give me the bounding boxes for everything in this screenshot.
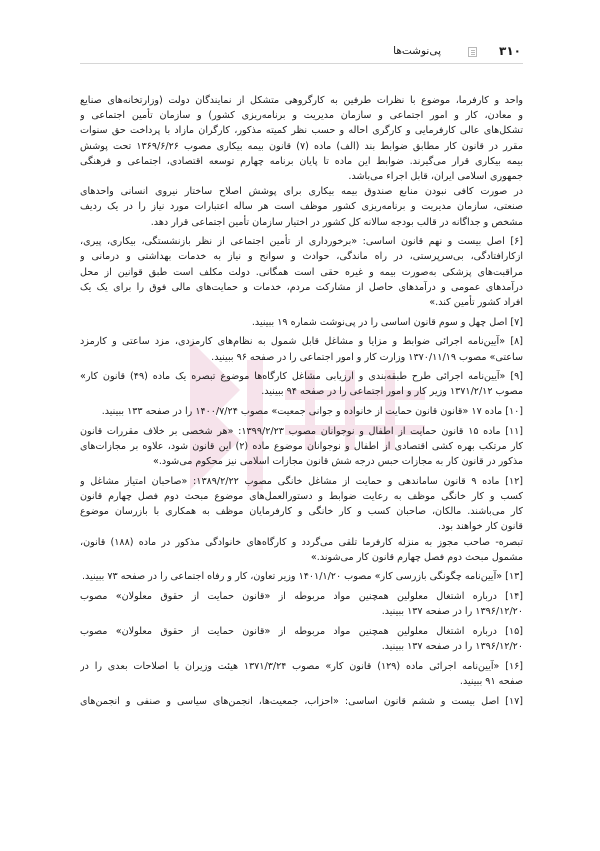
text-line: کسب و کار خانگی موظف به رعایت ضوابط و دستورالعمل‌های موضوع مبحث دوم فصل چهارم قانون xyxy=(80,491,523,502)
text-line: در صورت کافی نبودن منابع صندوق بیمه بیکاری برای پوشش اصلاح ساختار نیروی انسانی واحدهای xyxy=(80,186,523,198)
text-line: [۱۶] «آیین‌نامه اجرائی ماده (۱۲۹) قانون کار» مصوب ۱۳۷۱/۳/۲۴ هیئت وزیران با اصلاحات بعدی را در xyxy=(80,660,523,672)
notes-icon xyxy=(468,47,477,57)
footnote-paragraph xyxy=(80,589,523,619)
footnote-paragraph xyxy=(80,334,523,364)
text-line: درآمدهای عمومی و درآمدهای حاصل از مشارکت مردم، خدمات و حمایت‌های مالی فوق را برای یک یک xyxy=(80,281,523,293)
text-line: [۸] «آیین‌نامه اجرائی ضوابط و مزایا و مشاغل قابل شمول به نظام‌های کارمزدی، مزد ساعتی و کارمزد xyxy=(80,336,523,348)
text-line: [۱۳] «آیین‌نامه چگونگی بازرسی کار» مصوب ۱۴۰۱/۱/۲۰ وزیر تعاون، کار و رفاه اجتماعی را در صفحه ۷۳ ببینید. xyxy=(82,571,523,583)
text-line: تشکل‌های عالی کارفرمایی و کارگری احاله و حسب نظر کمیته مذکور، کارگران مازاد با پرداخت حق سنوات xyxy=(80,125,523,137)
text-line: [۹] «آیین‌نامه اجرائی طرح طبقه‌بندی و ارزیابی مشاغل کارگاه‌ها موضوع تبصره یک ماده (۴۹) قانون کار» xyxy=(80,371,523,383)
text-line: [۶] اصل بیست و نهم قانون اساسی: «برخورداری از تأمین اجتماعی از نظر بازنشستگی، بیکاری، پیری، xyxy=(80,236,523,248)
footnote-paragraph xyxy=(80,93,523,184)
footnote-paragraph xyxy=(80,569,523,584)
text-line: واحد و کارفرما، موضوع با نظرات طرفین به کارگروهی متشکل از نمایندگان دولت (وزارتخانه‌های صنایع xyxy=(80,95,523,106)
text-line: مشخص و جداگانه در قالب بودجه سالانه کل کشور در اختیار سازمان تأمین اجتماعی قرار دهد. xyxy=(150,216,523,228)
text-line: [۷] اصل چهل و سوم قانون اساسی را در پی‌نوشت شماره ۱۹ ببینید. xyxy=(251,316,523,328)
page-header xyxy=(80,44,523,64)
text-line: [۱۴] درباره اشتغال معلولین همچنین مواد مربوطه از «قانون حمایت از حقوق معلولان» مصوب xyxy=(80,591,523,603)
text-line: ۱۳۹۶/۱۲/۲۰ را در صفحه ۱۳۷ ببینید. xyxy=(381,606,523,618)
text-line: ساعتی» مصوب ۱۳۷۰/۱۱/۱۹ وزارت کار و امور اجتماعی را در صفحه ۹۶ ببینید. xyxy=(211,351,523,363)
text-line: افراد کشور تأمین کند.» xyxy=(429,296,523,308)
footnote-paragraph xyxy=(80,234,523,310)
text-line: [۱۲] ماده ۹ قانون ساماندهی و حمایت از مشاغل خانگی مصوب ۱۳۸۹/۲/۲۲: «صاحبان امتیاز مشاغل و xyxy=(80,475,523,487)
text-line: [۱۵] درباره اشتغال معلولین همچنین مواد مربوطه از «قانون حمایت از حقوق معلولان» مصوب xyxy=(80,626,523,637)
text-line: صنعتی، سازمان مدیریت و برنامه‌ریزی کشور موظف است هر ساله اعتبارات مورد نیاز را در یک ردیف xyxy=(80,201,523,213)
text-line: تبصره- صاحب مجوز به منزله کارفرما تلقی می‌گردد و کارگاه‌های خانوادگی مذکور در ماده (۱۸۸) قانون، xyxy=(80,536,523,548)
footnote-paragraph xyxy=(80,369,523,399)
text-line: قانون کار خواهند بود. xyxy=(438,521,523,533)
page-number: ۳۱۰ xyxy=(499,44,521,58)
footnote-paragraph xyxy=(80,184,523,230)
text-line: ازکارافتادگی، بی‌سرپرستی، در راه ماندگی، حوادث و سوانح و نیاز به خدمات بهداشتی و درمانی و xyxy=(80,251,523,263)
section-title: پی‌نوشت‌ها xyxy=(393,45,441,57)
text-line: بیمه بیکاری قرار می‌گیرند. ضوابط این ماده تا پایان برنامه چهارم توسعه اقتصادی، اجتماعی و فرهنگی xyxy=(80,155,523,167)
text-line: کار مرتکب بهره کشی اقتصادی از اطفال و نوجوانان موضوع ماده (۲) این قانون شود، علاوه بر مجازات‌های xyxy=(80,440,523,452)
footnote-paragraph xyxy=(80,624,523,654)
footnote-paragraph xyxy=(80,535,523,565)
text-line: مراقبت‌های پزشکی به‌صورت بیمه و غیره حقی است همگانی. دولت مکلف است طبق قوانین از محل xyxy=(80,266,523,278)
footnote-paragraph xyxy=(80,694,523,709)
text-line: مذکور در قانون کار به مجازات حبس درجه شش قانون مجازات اسلامی نیز محکوم می‌شود.» xyxy=(153,456,523,468)
text-line: مقرر در قانون کار مطابق ضوابط بند (الف) ماده (۷) قانون بیمه بیکاری مصوب ۱۳۶۹/۶/۲۶ تحت پوشش xyxy=(80,140,523,152)
text-line: و معادن، کار و امور اجتماعی و سازمان مدیریت و برنامه‌ریزی کشور) و سازمان تأمین اجتماعی و xyxy=(80,110,523,122)
footnotes-body xyxy=(80,93,523,709)
text-line: [۱۰] ماده ۱۷ «قانون قانون حمایت از خانواده و جوانی جمعیت» مصوب ۱۴۰۰/۷/۲۴ را در صفحه ۱۳۳ ببینید. xyxy=(101,406,523,418)
text-line: کار می‌باشند. مالکان، صاحبان کسب و کار خانگی و کارفرمایان موظف به همکاری با بازرسان موضوع xyxy=(80,506,523,518)
footnote-paragraph xyxy=(80,474,523,535)
text-line: ۱۳۹۶/۱۲/۲۰ را در صفحه ۱۳۷ ببینید. xyxy=(381,641,523,653)
footnote-paragraph xyxy=(80,315,523,330)
text-line: صفحه ۹۱ ببینید. xyxy=(459,676,523,688)
footnote-paragraph xyxy=(80,424,523,470)
text-line: مصوب ۱۳۷۱/۲/۱۲ وزیر کار و امور اجتماعی را در صفحه ۹۴ ببینید. xyxy=(261,386,523,398)
text-line: [۱۷] اصل بیست و ششم قانون اساسی: «احزاب، جمعیت‌ها، انجمن‌های سیاسی و صنفی و انجمن‌های xyxy=(80,695,523,707)
text-line: جمهوری اسلامی ایران، قابل اجراء می‌باشد. xyxy=(348,170,523,182)
text-line: [۱۱] ماده ۱۵ قانون حمایت از اطفال و نوجوانان مصوب ۱۳۹۹/۲/۲۳: «هر شخصی بر خلاف مقررات قانون xyxy=(80,425,523,437)
text-line: مشمول مبحث دوم فصل چهارم قانون کار می‌شوند.» xyxy=(310,551,523,563)
footnote-paragraph xyxy=(80,404,523,419)
footnote-paragraph xyxy=(80,659,523,689)
